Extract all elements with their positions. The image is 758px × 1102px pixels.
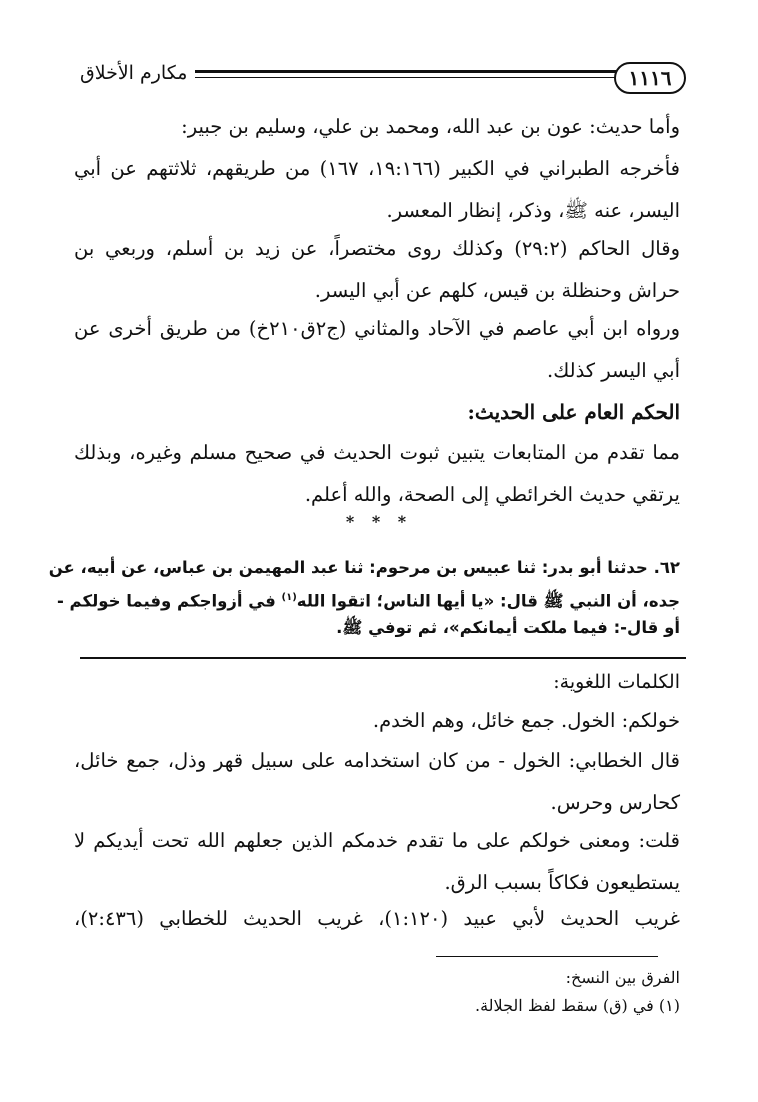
- header-rule-thin: [195, 77, 616, 78]
- text-line: فأخرجه الطبراني في الكبير (١٩:١٦٦، ١٦٧) من طريقهم، ثلاثتهم عن أبي: [74, 157, 680, 180]
- text-line: ورواه ابن أبي عاصم في الآحاد والمثاني (ج٢ق٢١٠خ) من طريق أخرى عن: [74, 317, 680, 340]
- text-line: قلت: ومعنى خولكم على ما تقدم خدمكم الذين جعلهم الله تحت أيديكم لا: [74, 829, 680, 852]
- text-line: أبي اليسر كذلك.: [547, 359, 680, 382]
- vocab-paragraph: [74, 898, 680, 940]
- text-line: وقال الحاكم (٢٩:٢) وكذلك روى مختصراً، عن زيد بن أسلم، وربعي بن: [74, 237, 680, 260]
- ruling-paragraph: [74, 432, 680, 516]
- hadith-line: ٦٢. حدثنا أبو بدر: ثنا عبيس بن مرحوم: ثنا عبد المهيمن بن عباس، عن أبيه، عن: [48, 558, 680, 577]
- text-line: قال الخطابي: الخول - من كان استخدامه على سبيل قهر وذل، جمع خائل،: [74, 749, 680, 772]
- hadith-line-part: في أزواجكم وفيما خولكم -: [56, 591, 282, 611]
- book-title: مكارم الأخلاق: [80, 62, 188, 84]
- vocab-paragraph: [74, 820, 680, 904]
- text-line: يستطيعون فكاكاً بسبب الرق.: [444, 871, 680, 894]
- hadith-line: أو قال-: فيما ملكت أيمانكم»، ثم توفي ﷺ.: [336, 618, 680, 637]
- text-line: حراش وحنظلة بن قيس، كلهم عن أبي اليسر.: [314, 279, 680, 302]
- page-header: [80, 60, 686, 100]
- text-line: خولكم: الخول. جمع خائل، وهم الخدم.: [372, 709, 680, 732]
- vocab-paragraph: [74, 740, 680, 824]
- text-line: اليسر، عنه ﷺ، وذكر، إنظار المعسر.: [386, 199, 680, 222]
- text-line: غريب الحديث لأبي عبيد (١:١٢٠)، غريب الحديث للخطابي (٢:٤٣٦)،: [74, 907, 680, 930]
- text-line: يرتقي حديث الخرائطي إلى الصحة، والله أعلم.: [304, 483, 680, 506]
- footnotes: [74, 964, 680, 1020]
- section-separator: * * *: [345, 512, 413, 531]
- vocabulary-heading: الكلمات اللغوية:: [553, 671, 680, 693]
- hadith-62: [48, 553, 680, 643]
- ruling-heading: الحكم العام على الحديث:: [467, 400, 680, 424]
- footnote-rule: [436, 956, 658, 957]
- hadith-line: [56, 583, 680, 613]
- hadith-line-part: جده، أن النبي ﷺ قال: «يا أيها الناس؛ اتقوا الله: [296, 591, 680, 611]
- header-rule: [195, 70, 616, 73]
- footnote-item: (١) في (ق) سقط لفظ الجلالة.: [475, 996, 680, 1015]
- paragraph-ibn-abi-asim: [74, 308, 680, 392]
- text-line: مما تقدم من المتابعات يتبين ثبوت الحديث في صحيح مسلم وغيره، وبذلك: [74, 441, 680, 464]
- paragraph-tabarani: [74, 148, 680, 232]
- footnote-marker: (١): [281, 592, 297, 603]
- footnotes-heading: الفرق بين النسخ:: [565, 968, 680, 987]
- main-divider: [80, 657, 686, 659]
- vocab-paragraph: [74, 700, 680, 742]
- paragraph-awn-hadith: [74, 106, 680, 148]
- paragraph-hakim: [74, 228, 680, 312]
- text-line: كحارس وحرس.: [550, 791, 680, 814]
- text-line: وأما حديث: عون بن عبد الله، ومحمد بن علي، وسليم بن جبير:: [181, 115, 680, 138]
- page-number: ١١١٦: [614, 62, 686, 94]
